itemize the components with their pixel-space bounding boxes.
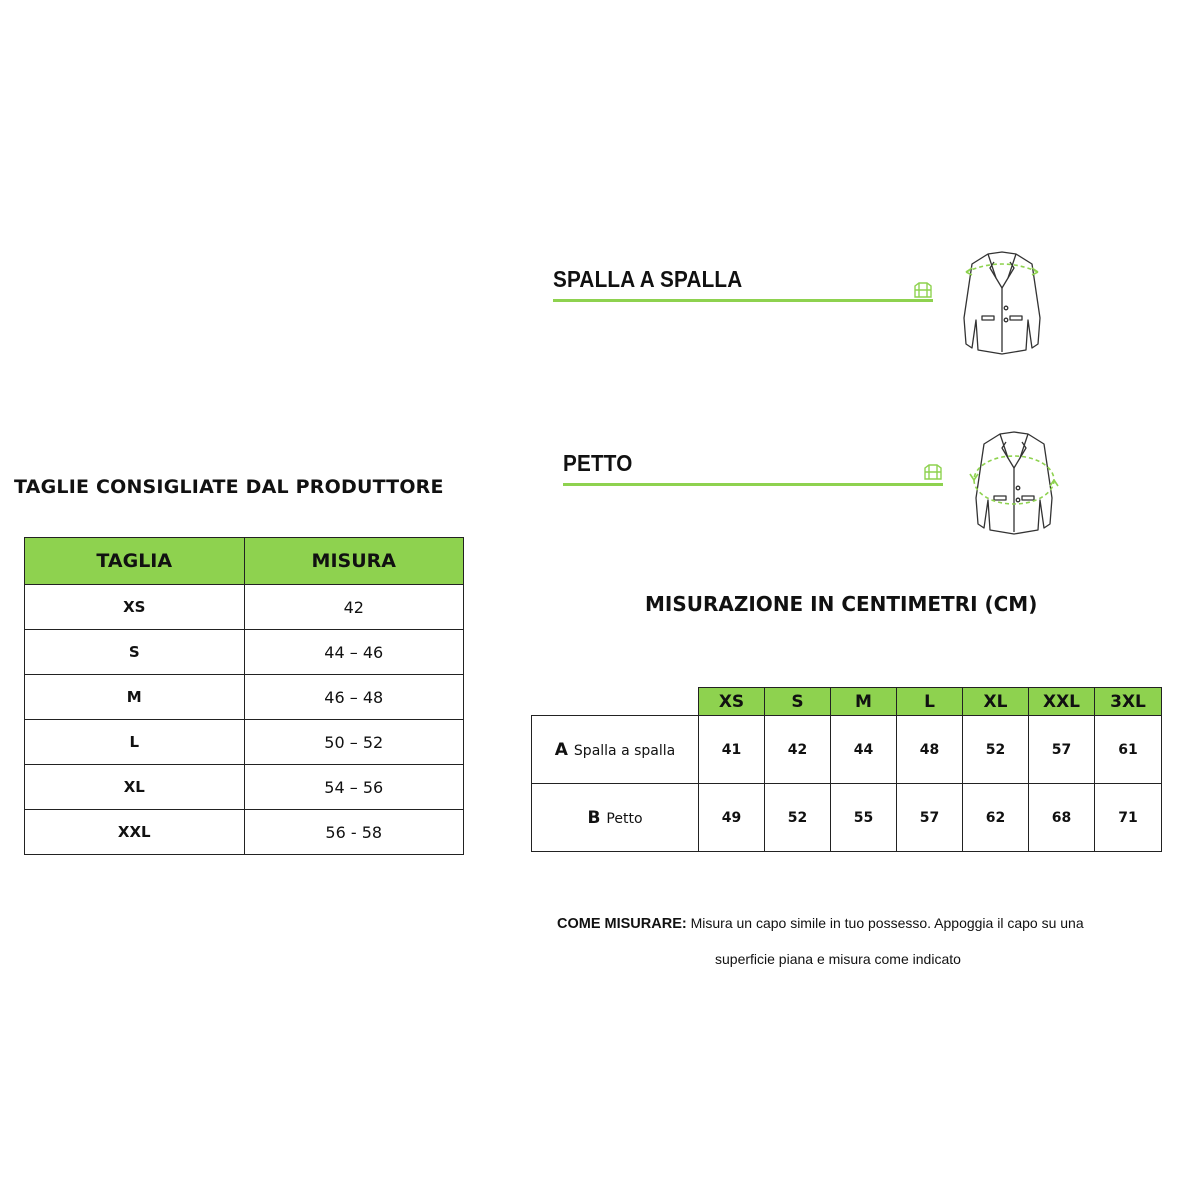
how-to-measure-text-line1: Misura un capo simile in tuo possesso. Appoggia il capo su una	[690, 915, 1084, 931]
header-size: S	[765, 688, 831, 716]
value-cell: 57	[1029, 716, 1095, 784]
measure-cell: 56 - 58	[244, 810, 464, 855]
header-misura: MISURA	[244, 538, 464, 585]
shoulder-measure-label: SPALLA A SPALLA	[553, 266, 743, 292]
value-cell: 57	[897, 784, 963, 852]
shoulder-underline	[553, 299, 933, 302]
measurements-table	[531, 687, 1162, 852]
value-cell: 55	[831, 784, 897, 852]
table-row	[25, 720, 464, 765]
value-cell: 42	[765, 716, 831, 784]
recommended-sizes-table	[24, 537, 464, 855]
header-size: XS	[699, 688, 765, 716]
size-cell: XS	[25, 585, 245, 630]
how-to-measure-text-line2: superficie piana e misura come indicato	[715, 951, 961, 967]
measure-cell: 42	[244, 585, 464, 630]
row-label	[532, 784, 699, 852]
header-size: M	[831, 688, 897, 716]
header-taglia: TAGLIA	[25, 538, 245, 585]
size-cell: S	[25, 630, 245, 675]
header-size: XXL	[1029, 688, 1095, 716]
table-row	[25, 765, 464, 810]
value-cell: 48	[897, 716, 963, 784]
table-row	[25, 810, 464, 855]
measure-cell: 54 – 56	[244, 765, 464, 810]
measure-cell: 44 – 46	[244, 630, 464, 675]
value-cell: 49	[699, 784, 765, 852]
value-cell: 41	[699, 716, 765, 784]
size-cell: XL	[25, 765, 245, 810]
how-to-measure	[557, 905, 1157, 967]
chest-underline	[563, 483, 943, 486]
table-header-row	[532, 688, 1162, 716]
row-letter: B	[587, 807, 601, 828]
size-cell: XXL	[25, 810, 245, 855]
header-size: XL	[963, 688, 1029, 716]
recommended-sizes-title: TAGLIE CONSIGLIATE DAL PRODUTTORE	[14, 476, 444, 498]
value-cell: 62	[963, 784, 1029, 852]
measure-cell: 46 – 48	[244, 675, 464, 720]
value-cell: 71	[1095, 784, 1162, 852]
chest-measure-label: PETTO	[563, 450, 633, 476]
measure-cell: 50 – 52	[244, 720, 464, 765]
shirt-outline-icon	[922, 462, 944, 482]
row-label	[532, 716, 699, 784]
size-cell: M	[25, 675, 245, 720]
row-name: Spalla a spalla	[573, 742, 676, 759]
row-name: Petto	[606, 810, 643, 827]
table-row	[25, 630, 464, 675]
table-row	[532, 784, 1162, 852]
header-size: L	[897, 688, 963, 716]
size-cell: L	[25, 720, 245, 765]
jacket-chest-measure-icon	[964, 428, 1064, 540]
table-row	[532, 716, 1162, 784]
how-to-measure-label: COME MISURARE:	[557, 916, 687, 932]
value-cell: 68	[1029, 784, 1095, 852]
table-header-row	[25, 538, 464, 585]
shirt-outline-icon	[912, 280, 934, 300]
row-letter: A	[554, 739, 568, 760]
measurements-title: MISURAZIONE IN CENTIMETRI (CM)	[645, 592, 1038, 616]
header-blank	[532, 688, 699, 716]
table-row	[25, 585, 464, 630]
header-size: 3XL	[1095, 688, 1162, 716]
value-cell: 52	[765, 784, 831, 852]
value-cell: 52	[963, 716, 1029, 784]
value-cell: 61	[1095, 716, 1162, 784]
value-cell: 44	[831, 716, 897, 784]
table-row	[25, 675, 464, 720]
jacket-shoulder-measure-icon	[952, 248, 1052, 360]
